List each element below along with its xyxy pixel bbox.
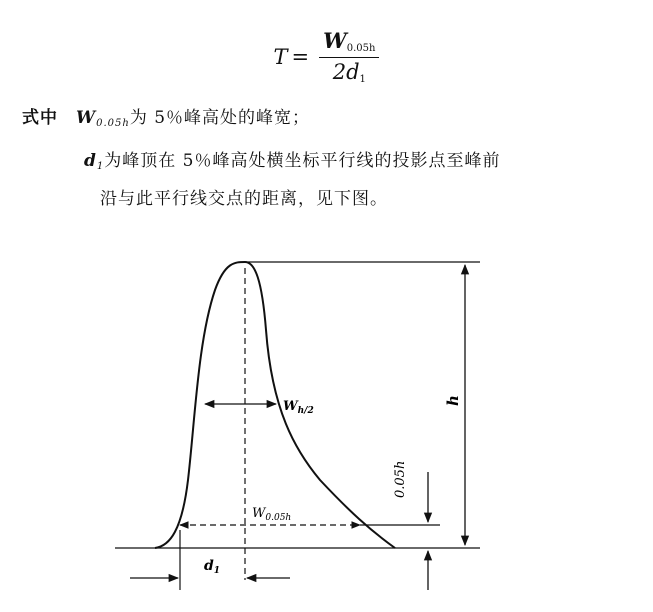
def2-var-main: d: [84, 151, 97, 171]
definition-text-3: 沿与此平行线交点的距离，见下图。: [100, 189, 388, 209]
formula-numerator-sub: 0.05h: [346, 43, 376, 54]
def1-var-main: W: [76, 108, 97, 128]
formula-equals: =: [291, 44, 310, 69]
definition-text-1: 为 5％峰高处的峰宽；: [129, 108, 311, 128]
formula-denominator-main: 2d: [332, 60, 360, 84]
label-wh2: $W_{h/2}$: [283, 399, 314, 416]
def1-var-sub: 0.05h: [96, 118, 130, 129]
label-d1: $d_1$: [204, 558, 221, 576]
formula-numerator-main: W: [323, 28, 347, 53]
formula-denominator-sub: 1: [359, 74, 366, 85]
definition-text-2: 为峰顶在 5％峰高处横坐标平行线的投影点至峰前: [104, 151, 501, 171]
peak-curve: [155, 262, 395, 548]
def2-var-sub: 1: [96, 161, 105, 172]
label-h: h: [444, 395, 462, 406]
label-005h: 0.05h: [393, 460, 408, 498]
label-w005h: $W_{0.05h}$: [252, 506, 292, 523]
definition-label: 式中: [22, 108, 58, 128]
formula-lhs: T: [273, 44, 288, 69]
